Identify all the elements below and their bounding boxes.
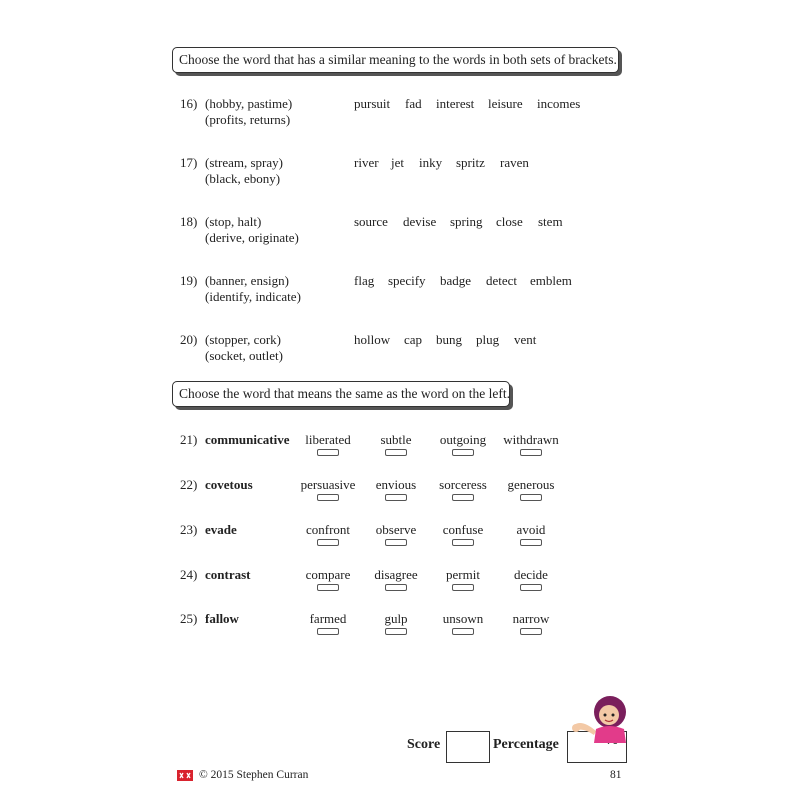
answer-option[interactable]: cap xyxy=(404,332,423,347)
answer-checkbox[interactable] xyxy=(452,494,474,501)
answer-option: withdrawn xyxy=(503,432,559,447)
score-box[interactable] xyxy=(446,731,490,763)
section-1-instruction: Choose the word that has a similar meaning to the words in both sets of brackets. xyxy=(172,47,619,73)
answer-option: confront xyxy=(305,522,351,537)
answer-option: gulp xyxy=(384,611,408,626)
girl-mascot-icon xyxy=(572,695,632,743)
answer-option[interactable]: specify xyxy=(388,273,426,288)
bracket-pair2: (profits, returns) xyxy=(205,112,291,127)
answer-option: subtle xyxy=(380,432,412,447)
answer-option[interactable]: emblem xyxy=(530,273,572,288)
answer-option[interactable]: interest xyxy=(436,96,475,111)
answer-checkbox[interactable] xyxy=(385,449,407,456)
question-row xyxy=(0,96,800,136)
answer-option: farmed xyxy=(309,611,347,626)
answer-option[interactable]: bung xyxy=(436,332,462,347)
answer-option[interactable]: incomes xyxy=(537,96,581,111)
bracket-pair1: (hobby, pastime) xyxy=(205,96,293,111)
question-number: 25) xyxy=(180,611,198,626)
publisher-logo-icon xyxy=(177,770,193,781)
answer-option[interactable]: stem xyxy=(538,214,563,229)
question-row xyxy=(0,155,800,195)
answer-option: avoid xyxy=(516,522,546,537)
answer-checkbox[interactable] xyxy=(520,539,542,546)
answer-checkbox[interactable] xyxy=(520,494,542,501)
footer-copyright: © 2015 Stephen Curran xyxy=(199,769,309,781)
answer-option[interactable]: inky xyxy=(419,155,443,170)
question-number: 16) xyxy=(180,96,198,111)
answer-option: confuse xyxy=(442,522,484,537)
answer-checkbox[interactable] xyxy=(452,539,474,546)
answer-option[interactable]: close xyxy=(496,214,523,229)
answer-checkbox[interactable] xyxy=(452,584,474,591)
answer-option: compare xyxy=(305,567,351,582)
answer-option: decide xyxy=(514,567,548,582)
answer-option[interactable]: pursuit xyxy=(354,96,391,111)
question-row xyxy=(0,332,800,372)
answer-option: generous xyxy=(507,477,555,492)
answer-checkbox[interactable] xyxy=(317,449,339,456)
answer-option: envious xyxy=(375,477,417,492)
bracket-pair2: (black, ebony) xyxy=(205,171,281,186)
page-number: 81 xyxy=(610,769,622,781)
synonym-row xyxy=(0,567,800,601)
answer-option[interactable]: spring xyxy=(450,214,483,229)
answer-option[interactable]: detect xyxy=(486,273,518,288)
answer-option: liberated xyxy=(305,432,351,447)
synonym-row xyxy=(0,432,800,466)
answer-checkbox[interactable] xyxy=(317,494,339,501)
answer-option[interactable]: fad xyxy=(405,96,422,111)
bracket-pair2: (socket, outlet) xyxy=(205,348,283,363)
answer-option[interactable]: flag xyxy=(354,273,375,288)
bracket-pair1: (stream, spray) xyxy=(205,155,283,170)
answer-checkbox[interactable] xyxy=(317,584,339,591)
answer-option[interactable]: river xyxy=(354,155,379,170)
question-number: 23) xyxy=(180,522,198,537)
answer-checkbox[interactable] xyxy=(385,628,407,635)
answer-option: unsown xyxy=(442,611,484,626)
target-word: contrast xyxy=(205,567,251,582)
question-number: 18) xyxy=(180,214,198,229)
answer-checkbox[interactable] xyxy=(520,449,542,456)
bracket-pair2: (identify, indicate) xyxy=(205,289,301,304)
answer-option: narrow xyxy=(512,611,550,626)
answer-option[interactable]: devise xyxy=(403,214,437,229)
percentage-label: Percentage xyxy=(493,737,559,752)
answer-option: permit xyxy=(446,567,480,582)
answer-option: outgoing xyxy=(439,432,487,447)
synonym-row xyxy=(0,522,800,556)
bracket-pair1: (stop, halt) xyxy=(205,214,262,229)
bracket-pair1: (banner, ensign) xyxy=(205,273,289,288)
target-word: evade xyxy=(205,522,237,537)
answer-option[interactable]: source xyxy=(354,214,388,229)
section-2-instruction: Choose the word that means the same as the word on the left. xyxy=(172,381,510,407)
answer-option[interactable]: vent xyxy=(514,332,537,347)
answer-option: observe xyxy=(375,522,417,537)
synonym-row xyxy=(0,477,800,511)
question-number: 22) xyxy=(180,477,198,492)
answer-option: disagree xyxy=(374,567,418,582)
target-word: communicative xyxy=(205,432,290,447)
answer-checkbox[interactable] xyxy=(520,584,542,591)
question-number: 20) xyxy=(180,332,198,347)
answer-option[interactable]: spritz xyxy=(456,155,485,170)
question-row xyxy=(0,273,800,313)
bracket-pair2: (derive, originate) xyxy=(205,230,299,245)
answer-option[interactable]: plug xyxy=(476,332,500,347)
question-number: 21) xyxy=(180,432,198,447)
answer-checkbox[interactable] xyxy=(385,584,407,591)
bracket-pair1: (stopper, cork) xyxy=(205,332,282,347)
target-word: fallow xyxy=(205,611,239,626)
answer-option[interactable]: hollow xyxy=(354,332,391,347)
answer-checkbox[interactable] xyxy=(317,539,339,546)
target-word: covetous xyxy=(205,477,253,492)
answer-checkbox[interactable] xyxy=(452,449,474,456)
question-number: 24) xyxy=(180,567,198,582)
answer-checkbox[interactable] xyxy=(317,628,339,635)
answer-option: sorceress xyxy=(439,477,487,492)
synonym-row xyxy=(0,611,800,645)
question-row xyxy=(0,214,800,254)
question-number: 17) xyxy=(180,155,198,170)
answer-option[interactable]: badge xyxy=(440,273,472,288)
question-number: 19) xyxy=(180,273,198,288)
score-label: Score xyxy=(407,737,441,752)
answer-option: persuasive xyxy=(300,477,356,492)
answer-option[interactable]: leisure xyxy=(488,96,523,111)
answer-option[interactable]: jet xyxy=(391,155,404,170)
answer-option[interactable]: raven xyxy=(500,155,529,170)
answer-checkbox[interactable] xyxy=(520,628,542,635)
answer-checkbox[interactable] xyxy=(452,628,474,635)
answer-checkbox[interactable] xyxy=(385,539,407,546)
answer-checkbox[interactable] xyxy=(385,494,407,501)
